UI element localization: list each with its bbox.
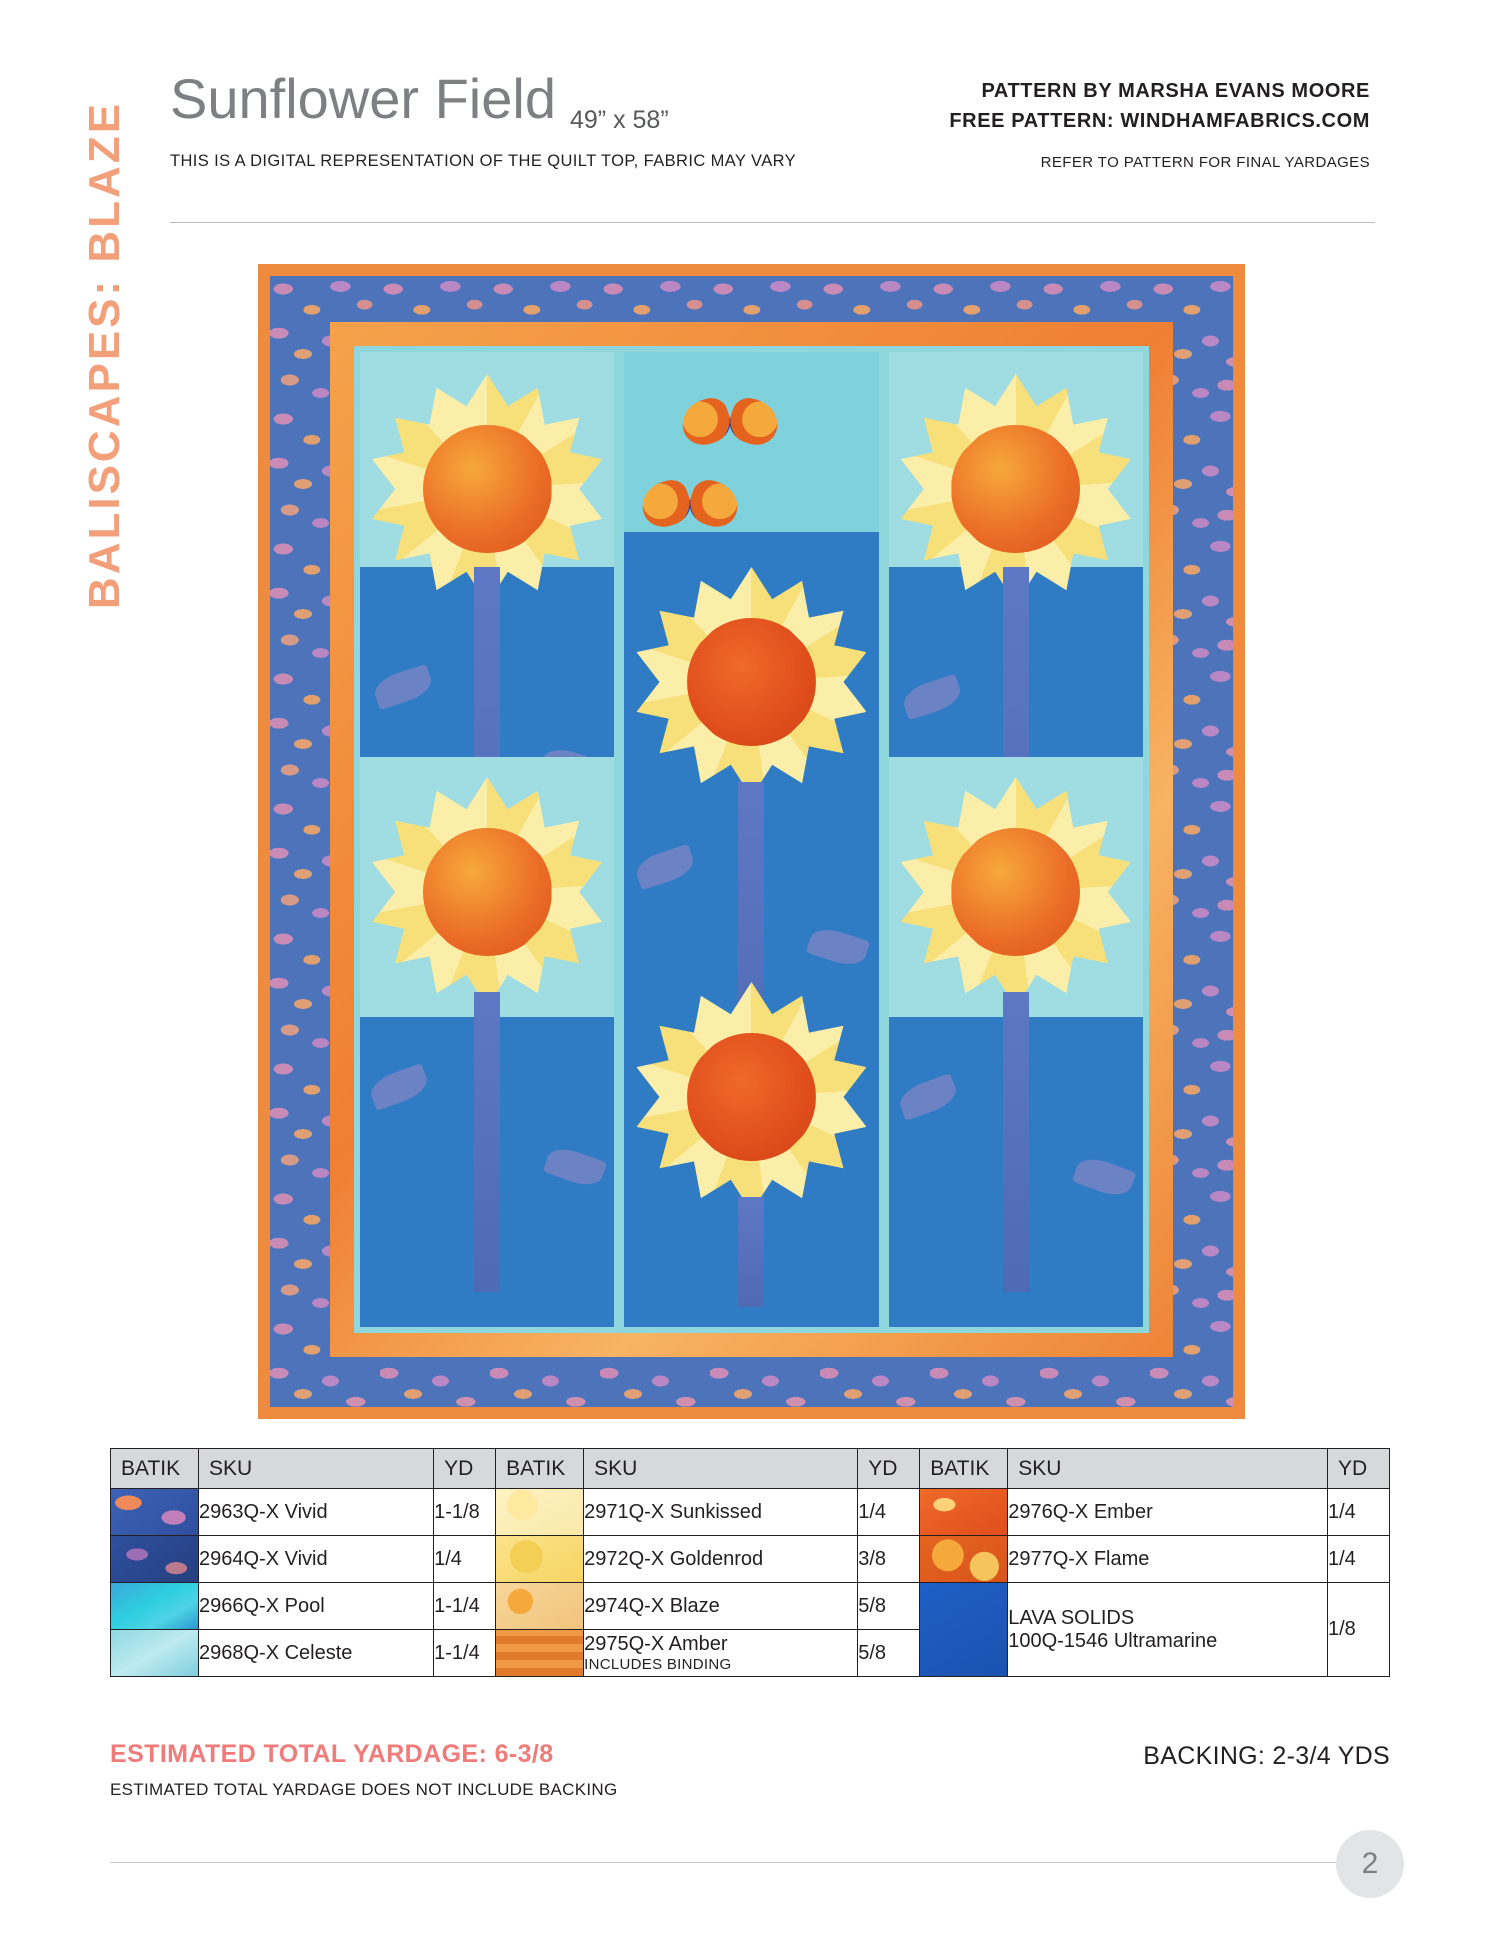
collection-title: BALISCAPES: BLAZE <box>80 100 129 610</box>
leaf-shape <box>895 1073 960 1121</box>
butterfly-wing <box>637 476 696 533</box>
fabric-swatch <box>111 1489 199 1536</box>
fabric-yardage: 5/8 <box>858 1583 920 1630</box>
leaf-shape <box>1072 1153 1137 1201</box>
header-batik-1: BATIK <box>111 1449 199 1489</box>
quilt-column-middle <box>624 352 878 1327</box>
fabric-sku: 2971Q-X Sunkissed <box>584 1489 858 1536</box>
header-divider <box>170 222 1375 223</box>
digital-representation-disclaimer: THIS IS A DIGITAL REPRESENTATION OF THE QUILT TOP, FABRIC MAY VARY <box>170 152 797 170</box>
fabric-yardage: 5/8 <box>858 1630 920 1677</box>
fabric-yardage: 1/4 <box>434 1536 496 1583</box>
sunflower-stem <box>738 1197 764 1307</box>
sunflower-block <box>636 567 866 797</box>
fabric-swatch <box>111 1536 199 1583</box>
sunflower-stem <box>1003 992 1029 1292</box>
fabric-swatch <box>496 1630 584 1677</box>
fabric-swatch <box>496 1583 584 1630</box>
butterfly-motif <box>642 482 738 548</box>
header-batik-3: BATIK <box>920 1449 1008 1489</box>
estimated-total-yardage: ESTIMATED TOTAL YARDAGE: 6-3/8 <box>110 1740 554 1768</box>
fabric-sku: 2966Q-X Pool <box>199 1583 434 1630</box>
quilt-size: 49” x 58” <box>570 106 669 134</box>
fabric-sku: 2963Q-X Vivid <box>199 1489 434 1536</box>
fabric-swatch <box>496 1536 584 1583</box>
butterfly-wing <box>677 394 736 451</box>
table-row <box>111 1489 1390 1536</box>
page-header <box>170 67 1370 171</box>
fabric-sku: 2968Q-X Celeste <box>199 1630 434 1677</box>
fabric-sku: 2976Q-X Ember <box>1008 1489 1328 1536</box>
header-yd-1: YD <box>434 1449 496 1489</box>
page-number: 2 <box>1336 1830 1404 1898</box>
header-yd-2: YD <box>858 1449 920 1489</box>
table-row <box>111 1536 1390 1583</box>
credit-designer: PATTERN BY MARSHA EVANS MOORE <box>981 80 1370 102</box>
header-batik-2: BATIK <box>496 1449 584 1489</box>
fabric-requirements-table <box>110 1448 1390 1677</box>
quilt-top-render <box>258 264 1245 1419</box>
leaf-shape <box>899 674 963 720</box>
fabric-swatch <box>496 1489 584 1536</box>
fabric-sku-line1: 2975Q-X Amber <box>584 1632 728 1655</box>
sunflower-stem <box>474 992 500 1292</box>
fabric-sku <box>584 1630 858 1677</box>
header-yd-3: YD <box>1328 1449 1390 1489</box>
fabric-swatch <box>111 1630 199 1677</box>
butterfly-wing <box>685 476 744 533</box>
footer-divider <box>110 1862 1390 1863</box>
fabric-yardage: 3/8 <box>858 1536 920 1583</box>
fabric-sku: 2972Q-X Goldenrod <box>584 1536 858 1583</box>
refer-to-pattern-note: REFER TO PATTERN FOR FINAL YARDAGES <box>1040 154 1370 171</box>
fabric-sku <box>1008 1583 1328 1677</box>
fabric-swatch <box>920 1583 1008 1677</box>
fabric-yardage: 1-1/4 <box>434 1630 496 1677</box>
backing-yardage: BACKING: 2-3/4 YDS <box>1143 1742 1390 1770</box>
leaf-shape <box>633 844 697 890</box>
fabric-yardage: 1/4 <box>1328 1489 1390 1536</box>
fabric-sku: 2974Q-X Blaze <box>584 1583 858 1630</box>
sunflower-block <box>372 777 602 1007</box>
sunflower-center <box>687 1033 816 1162</box>
page-title: Sunflower Field <box>170 67 556 130</box>
fabric-sku-note: INCLUDES BINDING <box>584 1655 732 1673</box>
fabric-yardage: 1/4 <box>1328 1536 1390 1583</box>
table-row <box>111 1583 1390 1630</box>
leaf-shape <box>367 1063 432 1111</box>
leaf-shape <box>543 1143 608 1191</box>
fabric-yardage: 1/8 <box>1328 1583 1390 1677</box>
leaf-shape <box>371 664 435 710</box>
fabric-sku-line2: 100Q-1546 Ultramarine <box>1008 1629 1218 1652</box>
estimated-total-yardage-note: ESTIMATED TOTAL YARDAGE DOES NOT INCLUDE BACKING <box>110 1780 618 1799</box>
fabric-table-container <box>110 1448 1390 1677</box>
header-sku-1: SKU <box>199 1449 434 1489</box>
sunflower-block <box>901 777 1131 1007</box>
fabric-swatch <box>920 1536 1008 1583</box>
table-header-row <box>111 1449 1390 1489</box>
fabric-yardage: 1-1/4 <box>434 1583 496 1630</box>
fabric-sku-line1: LAVA SOLIDS <box>1008 1606 1135 1629</box>
quilt-center-field <box>354 346 1149 1333</box>
fabric-swatch <box>920 1489 1008 1536</box>
fabric-yardage: 1/4 <box>858 1489 920 1536</box>
fabric-yardage: 1-1/8 <box>434 1489 496 1536</box>
sunflower-block <box>636 982 866 1212</box>
header-sku-2: SKU <box>584 1449 858 1489</box>
quilt-image <box>258 264 1245 1419</box>
butterfly-wing <box>725 394 784 451</box>
pattern-credit <box>949 76 1370 136</box>
title-row <box>170 67 1370 144</box>
quilt-column-left <box>360 352 614 1327</box>
header-sku-3: SKU <box>1008 1449 1328 1489</box>
butterfly-motif <box>682 400 778 466</box>
credit-website: FREE PATTERN: WINDHAMFABRICS.COM <box>949 110 1370 132</box>
quilt-column-right <box>889 352 1143 1327</box>
fabric-sku: 2977Q-X Flame <box>1008 1536 1328 1583</box>
fabric-sku: 2964Q-X Vivid <box>199 1536 434 1583</box>
fabric-swatch <box>111 1583 199 1630</box>
leaf-shape <box>805 924 869 970</box>
